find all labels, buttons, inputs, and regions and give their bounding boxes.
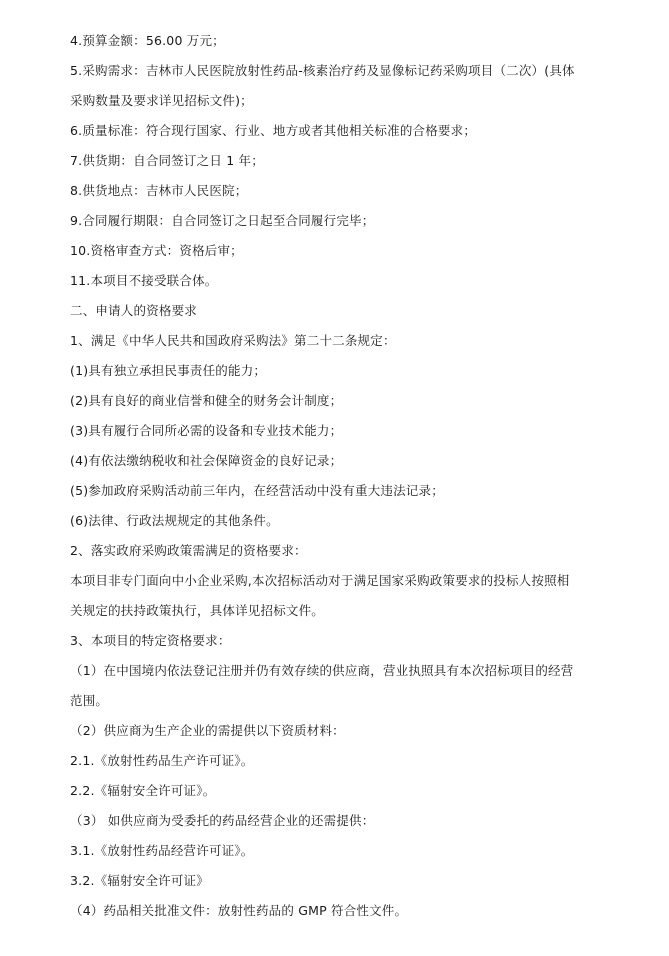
requirement-1-line: 1、满足《中华人民共和国政府采购法》第二十二条规定：	[70, 333, 396, 348]
list-item: （3） 如供应商为受委托的药品经营企业的还需提供：	[70, 813, 375, 828]
procurement-requirement-line-cont: 采购数量及要求详见招标文件)；	[70, 93, 253, 108]
list-item-cont: 范围。	[70, 693, 109, 708]
requirement-3-line: 3、本项目的特定资格要求：	[70, 633, 231, 648]
list-item: (6)法律、行政法规规定的其他条件。	[70, 513, 279, 528]
list-item: 3.2.《辐射安全许可证》	[70, 873, 209, 888]
procurement-requirement-line: 5.采购需求：吉林市人民医院放射性药品-核素治疗药及显像标记药采购项目（二次）(具体	[70, 63, 575, 78]
list-item: 3.1.《放射性药品经营许可证》。	[70, 843, 254, 858]
list-item: (3)具有履行合同所必需的设备和专业技术能力；	[70, 423, 343, 438]
list-item: (2)具有良好的商业信誉和健全的财务会计制度；	[70, 393, 343, 408]
quality-standard-line: 6.质量标准：符合现行国家、行业、地方或者其他相关标准的合格要求；	[70, 123, 477, 138]
list-item: 2.2.《辐射安全许可证》。	[70, 783, 216, 798]
contract-period-line: 9.合同履行期限：自合同签订之日起至合同履行完毕；	[70, 213, 375, 228]
list-item: (4)有依法缴纳税收和社会保障资金的良好记录；	[70, 453, 343, 468]
delivery-period-line: 7.供货期：自合同签订之日 1 年；	[70, 153, 264, 168]
list-item: (5)参加政府采购活动前三年内，在经营活动中没有重大违法记录；	[70, 483, 444, 498]
list-item: （1）在中国境内依法登记注册并仍有效存续的供应商，营业执照具有本次招标项目的经营	[70, 663, 574, 678]
section-heading: 二、申请人的资格要求	[70, 303, 198, 318]
policy-text-line-cont: 关规定的扶持政策执行，具体详见招标文件。	[70, 603, 325, 618]
list-item: 2.1.《放射性药品生产许可证》。	[70, 753, 254, 768]
requirement-2-line: 2、落实政府采购政策需满足的资格要求：	[70, 543, 307, 558]
list-item: （2）供应商为生产企业的需提供以下资质材料：	[70, 723, 345, 738]
list-item: (1)具有独立承担民事责任的能力；	[70, 363, 267, 378]
consortium-line: 11.本项目不接受联合体。	[70, 273, 218, 288]
qualification-review-line: 10.资格审查方式：资格后审；	[70, 243, 243, 258]
delivery-location-line: 8.供货地点：吉林市人民医院；	[70, 183, 248, 198]
budget-amount-line: 4.预算金额：56.00 万元；	[70, 33, 225, 48]
policy-text-line: 本项目非专门面向中小企业采购,本次招标活动对于满足国家采购政策要求的投标人按照相	[70, 573, 570, 588]
list-item: （4）药品相关批准文件：放射性药品的 GMP 符合性文件。	[70, 903, 408, 918]
